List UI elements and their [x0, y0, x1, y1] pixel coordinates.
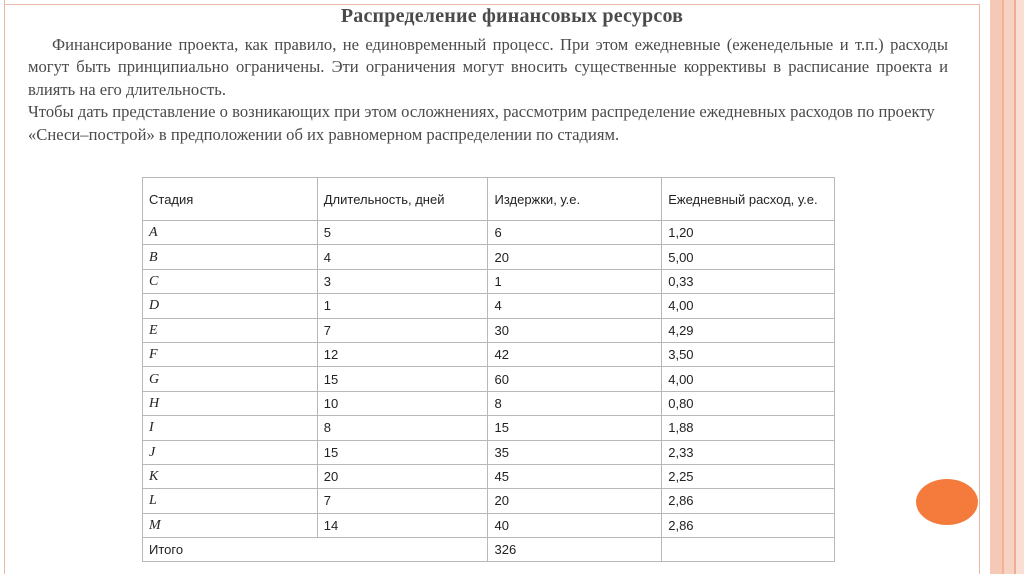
stage-letter: D [149, 298, 160, 314]
cell-stage [143, 513, 318, 537]
cell-stage [143, 489, 318, 513]
cell-duration: 4 [317, 245, 488, 269]
frame-right-line [979, 4, 980, 574]
cell-duration: 14 [317, 513, 488, 537]
cell-daily: 0,33 [662, 269, 835, 293]
orange-circle-decoration [916, 479, 978, 525]
table-row [143, 221, 835, 245]
table-row [143, 269, 835, 293]
stage-letter: E [149, 322, 158, 338]
table-row [143, 318, 835, 342]
cell-costs: 30 [488, 318, 662, 342]
decorative-stripes [984, 0, 1024, 574]
table-row [143, 464, 835, 488]
cell-stage [143, 416, 318, 440]
cell-costs: 20 [488, 489, 662, 513]
cell-stage [143, 294, 318, 318]
table-row [143, 489, 835, 513]
paragraph-example: Чтобы дать представление о возникающих при этом осложнениях, рассмотрим распределение ежедневных расходов по проекту «Снеси–построй» в предположении об их равномерном распределении по стадиям. [28, 102, 935, 144]
stage-letter: C [149, 273, 159, 289]
cell-duration: 15 [317, 440, 488, 464]
cell-stage [143, 318, 318, 342]
cell-duration: 7 [317, 489, 488, 513]
cell-costs: 45 [488, 464, 662, 488]
table-row [143, 440, 835, 464]
slide-body-text [28, 34, 948, 146]
cell-daily: 4,00 [662, 294, 835, 318]
stages-table [142, 177, 835, 562]
cell-stage [143, 342, 318, 366]
cell-stage [143, 245, 318, 269]
cell-daily: 0,80 [662, 391, 835, 415]
cell-stage [143, 391, 318, 415]
table-row [143, 416, 835, 440]
total-costs: 326 [488, 538, 662, 562]
cell-costs: 40 [488, 513, 662, 537]
cell-duration: 20 [317, 464, 488, 488]
stage-letter: A [149, 225, 158, 241]
paragraph-financing: Финансирование проекта, как правило, не единовременный процесс. При этом ежедневные (еженедельные и т.п.) расходы могут быть принципиально ограничены. Эти ограничения могут вносить существенные коррективы в расписание проекта и влиять на его длительность. [28, 35, 948, 99]
cell-costs: 4 [488, 294, 662, 318]
table-row [143, 294, 835, 318]
slide-title: Распределение финансовых ресурсов [340, 5, 684, 27]
cell-stage [143, 464, 318, 488]
cell-duration: 7 [317, 318, 488, 342]
cell-duration: 8 [317, 416, 488, 440]
cell-costs: 35 [488, 440, 662, 464]
table-row [143, 342, 835, 366]
cell-daily: 2,25 [662, 464, 835, 488]
cell-duration: 3 [317, 269, 488, 293]
cell-duration: 5 [317, 221, 488, 245]
stage-letter: I [149, 420, 154, 436]
stage-letter: M [149, 517, 161, 533]
cell-costs: 20 [488, 245, 662, 269]
cell-daily: 2,86 [662, 513, 835, 537]
cell-daily: 4,29 [662, 318, 835, 342]
total-daily-empty [662, 538, 835, 562]
cell-stage [143, 440, 318, 464]
cell-costs: 15 [488, 416, 662, 440]
cell-costs: 42 [488, 342, 662, 366]
cell-daily: 4,00 [662, 367, 835, 391]
cell-duration: 12 [317, 342, 488, 366]
cell-daily: 2,33 [662, 440, 835, 464]
header-daily-expense: Ежедневный расход, у.е. [662, 178, 835, 221]
table-row [143, 391, 835, 415]
table-row [143, 513, 835, 537]
cell-stage [143, 367, 318, 391]
cell-daily: 5,00 [662, 245, 835, 269]
cell-daily: 2,86 [662, 489, 835, 513]
cell-duration: 15 [317, 367, 488, 391]
stage-letter: B [149, 249, 158, 265]
stage-letter: K [149, 469, 159, 485]
header-stage: Стадия [143, 178, 318, 221]
cell-daily: 3,50 [662, 342, 835, 366]
frame-left-line [4, 0, 5, 574]
stage-letter: G [149, 371, 160, 387]
table-header-row [143, 178, 835, 221]
table-total-row [143, 538, 835, 562]
header-costs: Издержки, у.е. [488, 178, 662, 221]
cell-duration: 10 [317, 391, 488, 415]
stage-letter: J [149, 444, 156, 460]
cell-stage [143, 269, 318, 293]
table-row [143, 367, 835, 391]
cell-daily: 1,20 [662, 221, 835, 245]
cell-costs: 1 [488, 269, 662, 293]
cell-costs: 60 [488, 367, 662, 391]
cell-daily: 1,88 [662, 416, 835, 440]
cell-duration: 1 [317, 294, 488, 318]
stage-letter: F [149, 347, 158, 363]
stage-letter: L [149, 493, 157, 509]
stage-letter: H [149, 395, 160, 411]
total-label: Итого [143, 538, 488, 562]
cell-stage [143, 221, 318, 245]
cell-costs: 8 [488, 391, 662, 415]
cell-costs: 6 [488, 221, 662, 245]
header-duration: Длительность, дней [317, 178, 488, 221]
table-row [143, 245, 835, 269]
